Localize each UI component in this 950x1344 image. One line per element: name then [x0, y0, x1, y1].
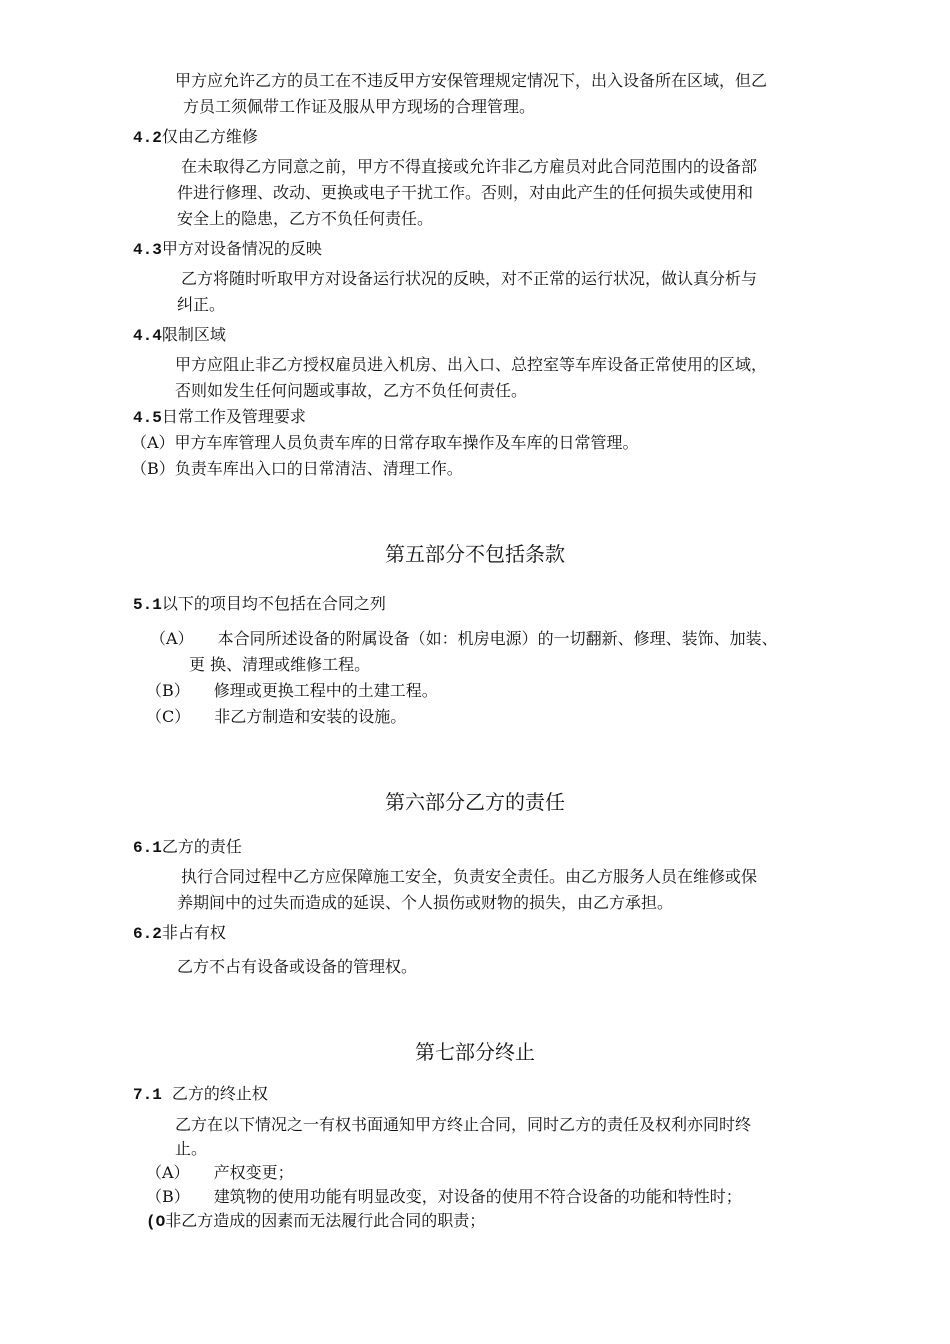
section-5-heading: 第五部分不包括条款: [385, 542, 565, 566]
clause-title: 甲方对设备情况的反映: [161, 239, 322, 258]
clause-4-5-heading: [133, 406, 306, 429]
clause-title: 乙方的责任: [161, 837, 242, 856]
para-line: 乙方将随时听取甲方对设备运行状况的反映，对不正常的运行状况，做认真分析与: [181, 269, 758, 288]
item-text: 本合同所述设备的附属设备（如：机房电源）的一切翻新、修理、装饰、加装、: [217, 629, 778, 648]
clause-7-1-heading: [133, 1083, 268, 1106]
item-label: （B）: [146, 681, 190, 700]
list-item: [146, 1162, 294, 1184]
para-line: 执行合同过程中乙方应保障施工安全，负责安全责任。由乙方服务人员在维修或保: [181, 867, 758, 886]
para-line: 乙方在以下情况之一有权书面通知甲方终止合同，同时乙方的责任及权利亦同时终: [175, 1115, 752, 1134]
clause-title: 非占有权: [161, 923, 226, 942]
clause-6-1-heading: [133, 836, 242, 859]
para-line: 在未取得乙方同意之前，甲方不得直接或允许非乙方雇员对此合同范围内的设备部: [181, 157, 758, 176]
clause-title: 以下的项目均不包括在合同之列: [161, 594, 386, 613]
list-item: （A）甲方车库管理人员负责车库的日常存取车操作及车库的日常管理。: [131, 433, 639, 452]
list-item-continued: 更 换、清理或维修工程。: [189, 655, 371, 674]
item-label: （B）: [146, 1187, 190, 1206]
clause-number: 5.1: [133, 596, 162, 614]
para-line: 否则如发生任何问题或事故，乙方不负任何责任。: [175, 381, 528, 400]
clause-title: 仅由乙方维修: [161, 127, 258, 146]
para-line: 乙方不占有设备或设备的管理权。: [177, 957, 418, 976]
clause-number: 4.5: [133, 409, 162, 427]
para-line: 安全上的隐患，乙方不负任何责任。: [177, 209, 434, 228]
list-item: [150, 628, 778, 650]
item-text: 产权变更；: [213, 1163, 294, 1182]
clause-number: 6.1: [133, 839, 162, 857]
list-item: [146, 1210, 485, 1233]
list-item: （B）负责车库出入口的日常清洁、清理工作。: [131, 459, 463, 478]
list-item: [146, 680, 438, 702]
section-6-heading: 第六部分乙方的责任: [385, 790, 565, 814]
para-line: 纠正。: [177, 295, 226, 314]
clause-number: 4.4: [133, 327, 162, 345]
clause-title: 限制区域: [161, 325, 226, 344]
para-line: 养期间中的过失而造成的延误、个人损伤或财物的损失，由乙方承担。: [177, 893, 674, 912]
clause-4-4-heading: [133, 324, 226, 347]
para-line: 方员工须佩带工作证及服从甲方现场的合理管理。: [183, 97, 536, 116]
clause-number: 4.2: [133, 129, 162, 147]
clause-title: 乙方的终止权: [171, 1084, 268, 1103]
item-text: 非乙方制造和安装的设施。: [214, 707, 407, 726]
clause-number: 7.1: [133, 1086, 162, 1104]
clause-5-1-heading: [133, 593, 386, 616]
item-label: （C）: [146, 707, 191, 726]
clause-4-3-heading: [133, 238, 322, 261]
list-item: [146, 706, 406, 728]
item-text: 非乙方造成的因素而无法履行此合同的职责；: [165, 1211, 486, 1230]
clause-title: 日常工作及管理要求: [161, 407, 306, 426]
para-line: 件进行修理、改动、更换或电子干扰工作。否则，对由此产生的任何损失或使用和: [177, 183, 754, 202]
clause-number: 4.3: [133, 241, 162, 259]
para-line: 止。: [175, 1139, 208, 1158]
section-7-heading: 第七部分终止: [415, 1040, 535, 1064]
para-line: 甲方应允许乙方的员工在不违反甲方安保管理规定情况下，出入设备所在区域，但乙: [175, 71, 768, 90]
item-label: （A）: [146, 1163, 190, 1182]
item-text: 修理或更换工程中的土建工程。: [213, 681, 438, 700]
clause-4-2-heading: [133, 126, 258, 149]
clause-number: 6.2: [133, 925, 162, 943]
clause-6-2-heading: [133, 922, 226, 945]
para-line: 甲方应阻止非乙方授权雇员进入机房、出入口、总控室等车库设备正常使用的区域，: [175, 355, 768, 374]
item-text: 建筑物的使用功能有明显改变，对设备的使用不符合设备的功能和特性时；: [213, 1187, 742, 1206]
list-item: [146, 1186, 742, 1208]
item-label: （A）: [150, 629, 194, 648]
item-label: (O: [146, 1213, 166, 1231]
